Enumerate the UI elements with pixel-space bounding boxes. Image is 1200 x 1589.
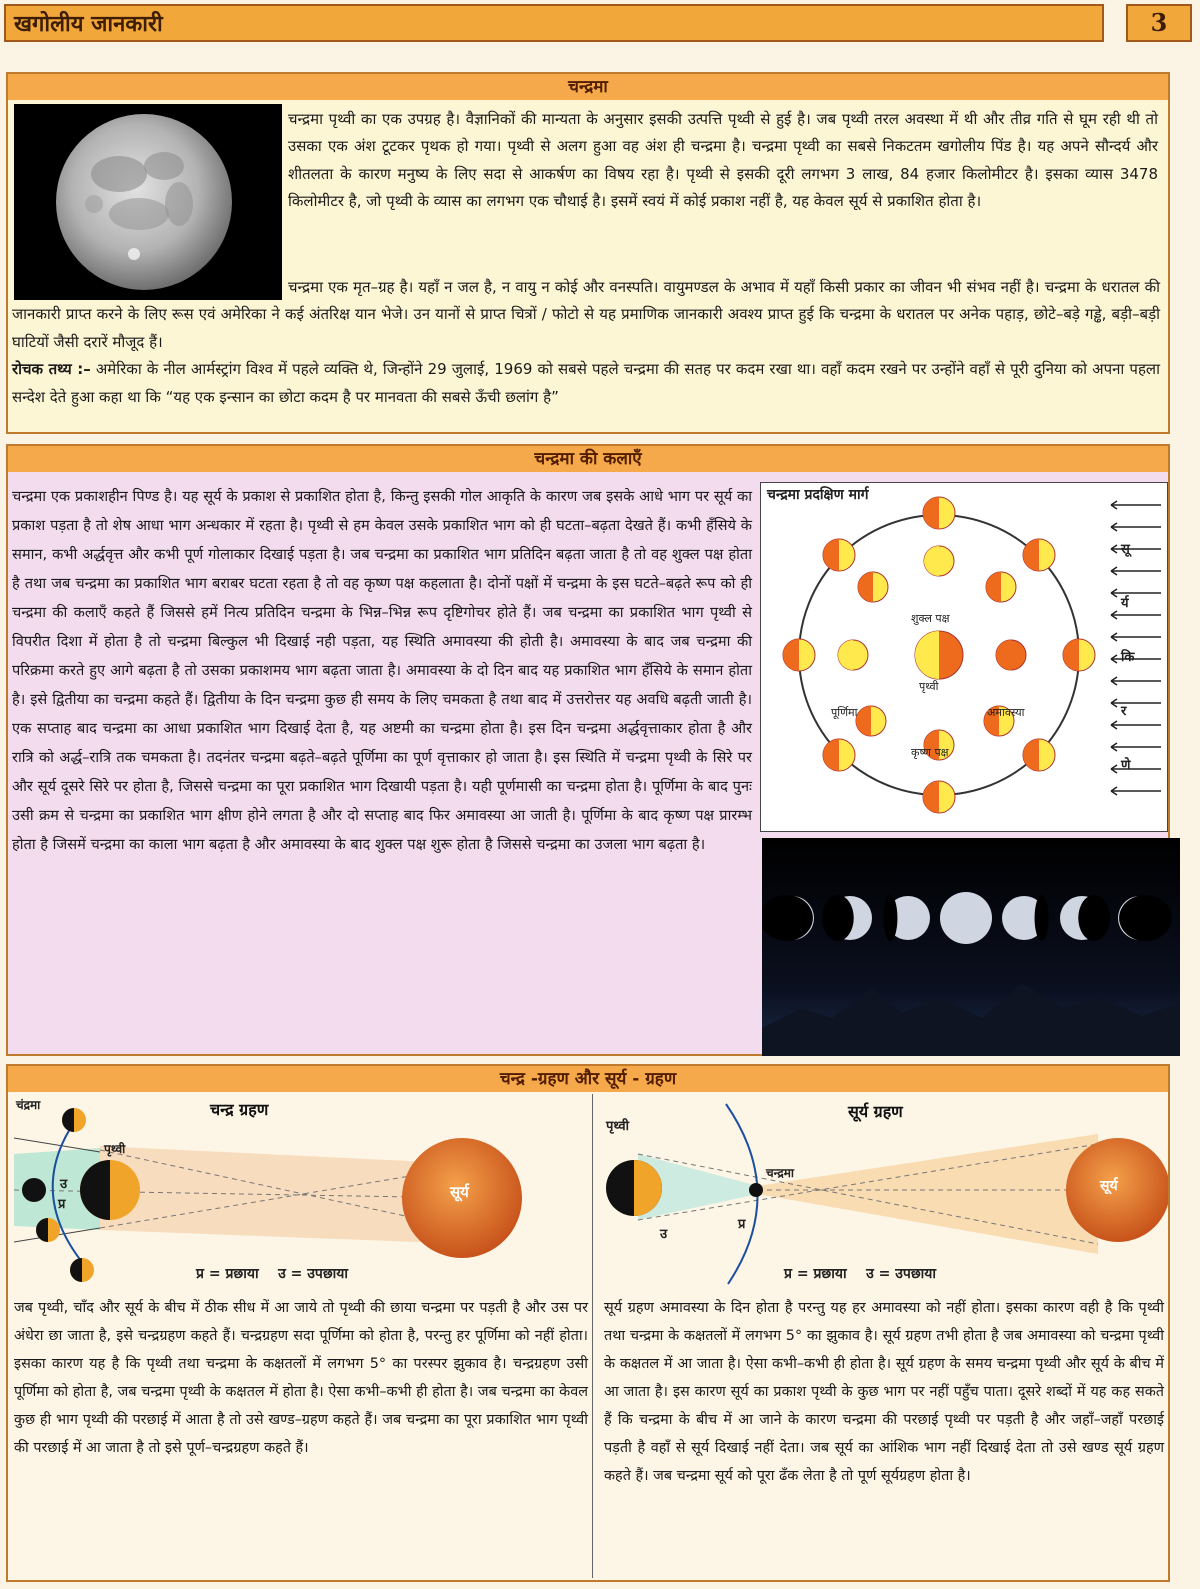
orbit-diagram-title: चन्द्रमा प्रदक्षिण मार्ग xyxy=(767,487,869,503)
solar-legend: प्र = प्रछाया उ = उपछाया xyxy=(784,1266,937,1282)
outer-moon-2 xyxy=(1023,539,1055,571)
phase-moon-6 xyxy=(1060,895,1110,941)
sun-ray-label: कि xyxy=(1121,650,1135,665)
lunar-label-moon: चंद्रमा xyxy=(16,1098,41,1112)
inner-moon-3 xyxy=(996,640,1026,670)
solar-label-sun: सूर्य xyxy=(1100,1178,1118,1194)
orbit-label-earth: पृथ्वी xyxy=(919,680,939,693)
sun-ray-label: र्य xyxy=(1121,596,1129,611)
lunar-eclipse-text: जब पृथ्वी, चाँद और सूर्य के बीच में ठीक सीध में आ जाये तो पृथ्वी की छाया चन्द्रमा पर पड़ती है और उस पर अंधेरा छा जाता है, इसे चन्द्रग्रहण कहते हैं। चन्द्रग्रहण सदा पूर्णिमा को होता है, परन्तु हर पूर्णिमा को नहीं होता। इसका कारण यह है कि पृथ्वी तथा चन्द्रमा के कक्षतलों में लगभग 5° का परस्पर झुकाव है। चन्द्रग्रहण उसी पूर्णिमा को होता है, जब चन्द्रमा पृथ्वी के कक्षतल में होता है। ऐसा कभी–कभी ही होता है। जब चन्द्रमा का केवल कुछ ही भाग पृथ्वी की परछाई में आता है तो उसे खण्ड–ग्रहण कहते हैं। जब चन्द्रमा का पूरा प्रकाशित भाग पृथ्वी की परछाई में आ जाता है तो इसे पूर्ण–चन्द्रग्रहण कहते हैं। xyxy=(14,1300,588,1456)
inner-moon-8 xyxy=(858,572,888,602)
lunar-eclipse-diagram xyxy=(10,1094,588,1290)
moon-phases-photo xyxy=(762,838,1180,1056)
orbit-label-krishna: कृष्ण पक्ष xyxy=(911,746,949,759)
solar-label-moon: चन्द्रमा xyxy=(766,1166,794,1180)
orbit-diagram xyxy=(760,482,1168,832)
lunar-label-u: उ xyxy=(60,1177,68,1192)
lunar-label-sun: सूर्य xyxy=(450,1183,469,1201)
phases-text: चन्द्रमा एक प्रकाशहीन पिण्ड है। यह सूर्य के प्रकाश से प्रकाशित होता है, किन्तु इसकी गोल आकृति के कारण जब इसके आधे भाग पर सूर्य का प्रकाश पड़ता है तो शेष आधा भाग अन्धकार में रहता है। पृथ्वी से हम केवल उसके प्रकाशित भाग को ही घटता–बढ़ता देखते हैं। कभी हँसिये के समान, कभी अर्द्धवृत्त और कभी पूर्ण गोलाकार दिखाई पड़ता है। जब चन्द्रमा का प्रकाशित भाग प्रतिदिन बढ़ता जाता है तो वह शुक्ल पक्ष होता है तथा जब चन्द्रमा का प्रकाशित भाग बराबर घटता रहता है तो वह कृष्ण पक्ष कहलाता है। दोनों पक्षों में चन्द्रमा के इस घटते–बढ़ते रूप को ही चन्द्रमा की कलाएँ कहते हैं जिससे हमें नित्य प्रतिदिन चन्द्रमा के भिन्न–भिन्न रूप दृष्टिगोचर होते हैं। जब चन्द्रमा का प्रकाशित भाग पृथ्वी से विपरीत दिशा में होता है तो चन्द्रमा बिल्कुल भी दिखाई नही पड़ता, यह स्थिति अमावस्या की होती है। अमावस्या के बाद जब चन्द्रमा की परिक्रमा करते हुए आगे बढ़ता है तो उसका प्रकाशमय भाग बढ़ता जाता है। अमावस्या के दो दिन बाद यह प्रकाशित भाग हँसिये के समान होता है। इसे द्वितीया का चन्द्रमा कहते हैं। द्वितीया के दिन चन्द्रमा कुछ ही समय के लिए चमकता है तथा बाद में उत्तरोत्तर यह अवधि बढ़ती जाती है। एक सप्ताह बाद चन्द्रमा का आधा प्रकाशित भाग दिखाई देता है, यह अष्टमी का चन्द्रमा होता है। इस दिन चन्द्रमा अर्द्धवृत्ताकार होता है और रात्रि को अर्द्ध–रात्रि तक चमकता है। तदनंतर चन्द्रमा बढ़ते–बढ़ते पूर्णिमा का पूर्ण वृत्ताकार हो जाता है। इस स्थिति में चन्द्रमा पृथ्वी के सिरे पर और सूर्य दूसरे सिरे पर होता है, जिससे चन्द्रमा का पूरा प्रकाशित भाग दिखायी पड़ता है। यही पूर्णमासी का चन्द्रमा होता है। पूर्णिमा के बाद पुनः उसी क्रम से चन्द्रमा का प्रकाशित भाग क्षीण होने लगता है और दो सप्ताह बाद फिर अमावस्या आ जाती है। पूर्णिमा के बाद कृष्ण पक्ष प्रारम्भ होता है जिसमें चन्द्रमा का काला भाग बढ़ता है और अमावस्या के बाद शुक्ल पक्ष शुरू होता है जिससे चन्द्रमा का उजला भाग बढ़ता है। xyxy=(12,488,752,853)
sun-ray-label: र xyxy=(1121,704,1127,719)
lunar-label-pra: प्र xyxy=(58,1197,66,1212)
outer-moon-6 xyxy=(823,739,855,771)
moon-para-2: चन्द्रमा एक मृत–ग्रह है। यहाँ न जल है, न वायु न कोई और वनस्पति। वायुमण्डल के अभाव में यहाँ किसी प्रकार का जीवन भी संभव नहीं है। चन्द्रमा के धरातल की जानकारी प्राप्त करने के लिए रूस एवं अमेरिका ने कई अंतरिक्ष यान भेजे। उन यानों से प्राप्त चित्रों / फोटो से यह प्रमाणिक जानकारी अवश्य प्राप्त हुई कि चन्द्रमा के धरातल पर अनेक पहाड़, छोटे–बड़े गड्ढे, बड़ी–बड़ी घाटियों जैसी दरारें मौजूद हैं। xyxy=(12,278,1160,351)
moon-intro-text xyxy=(288,106,1158,274)
outer-moon-1 xyxy=(923,497,955,529)
orbit-label-amavasya: अमावस्या xyxy=(987,706,1025,719)
moon-photo xyxy=(14,104,282,300)
solar-label-u: उ xyxy=(660,1227,668,1242)
earth-globe xyxy=(915,631,963,679)
outer-moon-5 xyxy=(923,781,955,813)
orbit-label-shukla: शुक्ल पक्ष xyxy=(911,612,950,625)
inner-moon-7 xyxy=(838,640,868,670)
phase-moon-4 xyxy=(940,892,992,944)
inner-moon-6 xyxy=(856,706,886,736)
inner-moon-2 xyxy=(986,572,1016,602)
eclipse-heading: चन्द्र -ग्रहण और सूर्य - ग्रहण xyxy=(8,1066,1168,1092)
phase-moon-2 xyxy=(822,895,872,941)
orbit-diagram-svg xyxy=(761,483,1169,833)
outer-moon-4 xyxy=(1023,739,1055,771)
solar-eclipse-title: सूर्य ग्रहण xyxy=(848,1102,903,1121)
moon-lower-text xyxy=(12,274,1160,432)
page-header-title: खगोलीय जानकारी xyxy=(4,4,1104,42)
sun-ray-label: सू xyxy=(1121,542,1130,557)
phases-heading: चन्द्रमा की कलाएँ xyxy=(8,446,1168,472)
outer-moon-3 xyxy=(1063,639,1095,671)
solar-label-earth: पृथ्वी xyxy=(606,1119,629,1134)
inner-moon-1 xyxy=(924,546,954,576)
moon-heading: चन्द्रमा xyxy=(8,74,1168,100)
moon-para-1: चन्द्रमा पृथ्वी का एक उपग्रह है। वैज्ञानिकों की मान्यता के अनुसार इसकी उत्पत्ति पृथ्वी से हुई है। जब पृथ्वी तरल अवस्था में थी और तीव्र गति से घूम रही थी तो उसका एक अंश टूटकर पृथक हो गया। पृथ्वी से अलग हुआ वह अंश ही चन्द्रमा है। चन्द्रमा पृथ्वी का सबसे निकटतम खगोलीय पिंड है। यह अपने सौन्दर्य और शीतलता के कारण मनुष्य के लिए सदा से आकर्षण का विषय रहा है। पृथ्वी से इसकी दूरी लगभग 3 लाख, 84 हजार किलोमीटर है। इसका व्यास 3478 किलोमीटर है, जो पृथ्वी के व्यास का लगभग एक चौथाई है। इसमें स्वयं में कोई प्रकाश नहीं है, यह केवल सूर्य से प्रकाशित होता है। xyxy=(288,110,1158,211)
orbit-label-purnima: पूर्णिमा xyxy=(831,706,858,719)
fact-text: अमेरिका के नील आर्मस्ट्रांग विश्व में पहले व्यक्ति थे, जिन्होंने 29 जुलाई, 1969 को सबसे पहले चन्द्रमा की सतह पर कदम रखा था। वहाँ कदम रखने पर उन्होंने वहाँ से पूरी दुनिया को अपना पहला सन्देश देते हुआ कहा था कि “यह एक इन्सान का छोटा कदम है पर मानवता की सबसे ऊँची छलांग है” xyxy=(12,360,1160,406)
solar-label-pra: प्र xyxy=(738,1217,746,1232)
fact-label: रोचक तथ्य :– xyxy=(12,360,91,379)
solar-eclipse-diagram xyxy=(598,1094,1168,1290)
phase-moon-5 xyxy=(1002,895,1049,941)
page-number: 3 xyxy=(1126,4,1192,42)
lunar-legend: प्र = प्रछाया उ = उपछाया xyxy=(196,1266,349,1282)
outer-moon-8 xyxy=(823,539,855,571)
lunar-eclipse-title: चन्द्र ग्रहण xyxy=(210,1100,269,1119)
sun-ray-label: णे xyxy=(1121,758,1131,773)
lunar-label-earth: पृथ्वी xyxy=(104,1142,126,1156)
phase-moon-3 xyxy=(883,895,930,941)
outer-moon-7 xyxy=(783,639,815,671)
solar-eclipse-text: सूर्य ग्रहण अमावस्या के दिन होता है परन्तु यह हर अमावस्या को नहीं होता। इसका कारण वही है कि पृथ्वी तथा चन्द्रमा के कक्षतलों में लगभग 5° का झुकाव है। सूर्य ग्रहण तभी होता है जब अमावस्या को चन्द्रमा पृथ्वी के कक्षतल में आ जाता है। ऐसा कभी–कभी ही होता है। सूर्य ग्रहण के समय चन्द्रमा पृथ्वी और सूर्य के बीच में आ जाता है। इस कारण सूर्य का प्रकाश पृथ्वी के कुछ भाग पर नहीं पहुँच पाता। दूसरे शब्दों में यह कह सकते हैं कि चन्द्रमा के बीच में आ जाने के कारण चन्द्रमा की परछाई पृथ्वी पर पड़ती है और जहाँ–जहाँ परछाई पड़ती है वहाँ से सूर्य दिखाई नहीं देता। जब सूर्य का आंशिक भाग नहीं दिखाई देता तो उसे खण्ड सूर्य ग्रहण कहते हैं। जब चन्द्रमा सूर्य को पूरा ढँक लेता है तो पूर्ण सूर्यग्रहण होता है। xyxy=(604,1300,1164,1484)
phase-moon-7 xyxy=(1118,895,1172,941)
phase-moon-1 xyxy=(762,895,814,941)
eclipse-divider xyxy=(592,1094,593,1578)
